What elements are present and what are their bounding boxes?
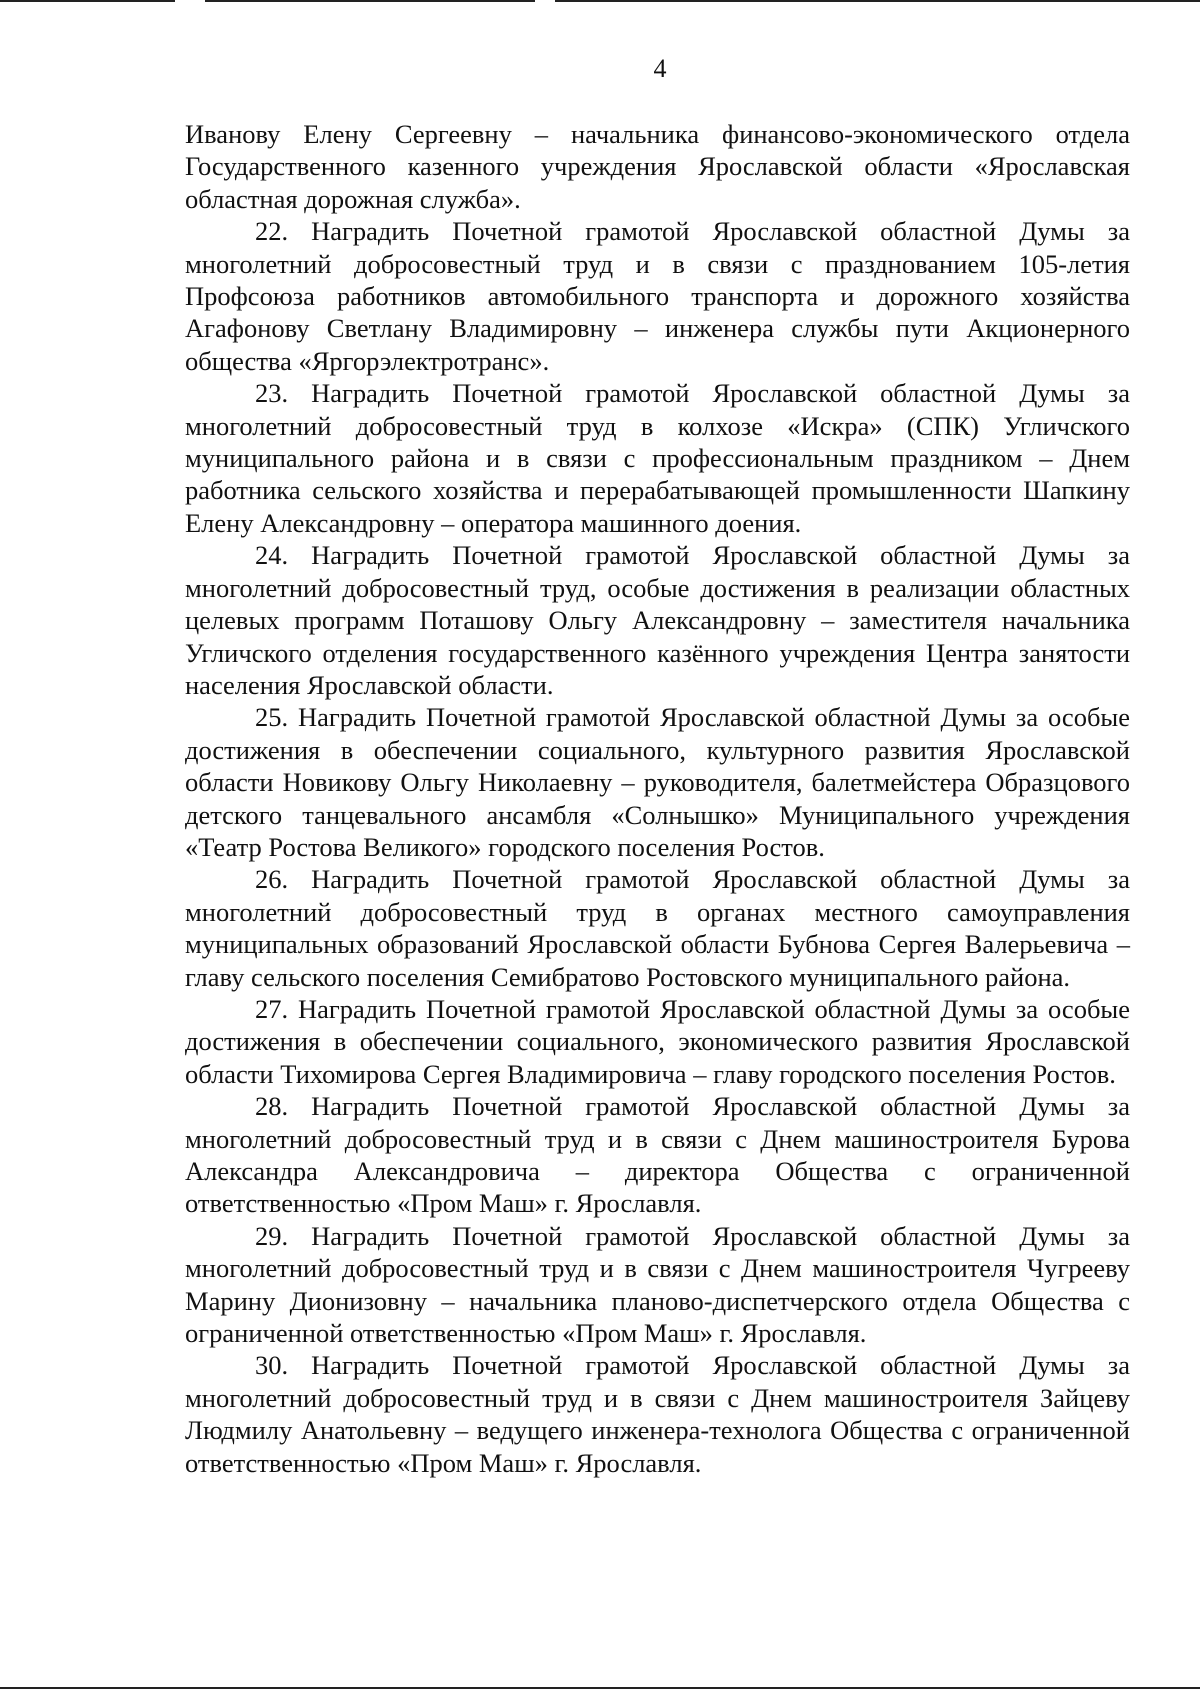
scan-edge-line	[555, 0, 1200, 2]
paragraph-item-29: 29. Наградить Почетной грамотой Ярославской областной Думы за многолетний добросовестный труд и в связи с Днем машиностроителя Чугрееву Марину Дионизовну – начальника планово-диспетчерского отдела Общества с ограниченной ответственностью «Пром Маш» г. Ярославля.	[185, 1220, 1130, 1349]
document-body	[185, 118, 1130, 1479]
paragraph-item-30: 30. Наградить Почетной грамотой Ярославской областной Думы за многолетний добросовестный труд и в связи с Днем машиностроителя Зайцеву Людмилу Анатольевну – ведущего инженера-технолога Общества с ограниченной ответственностью «Пром Маш» г. Ярославля.	[185, 1350, 1130, 1478]
paragraph-continuation: Иванову Елену Сергеевну – начальника финансово-экономического отдела Государственного казенного учреждения Ярославской области «Ярославская областная дорожная служба».	[185, 119, 1130, 214]
paragraph-item-28: 28. Наградить Почетной грамотой Ярославской областной Думы за многолетний добросовестный труд и в связи с Днем машиностроителя Бурова Александра Александровича – директора Общества с ограниченной ответственностью «Пром Маш» г. Ярославля.	[185, 1091, 1130, 1219]
paragraph-item-27: 27. Наградить Почетной грамотой Ярославской областной Думы за особые достижения в обеспечении социального, экономического развития Ярославской области Тихомирова Сергея Владимировича – главу городского поселения Ростов.	[185, 993, 1130, 1089]
paragraph-item-23: 23. Наградить Почетной грамотой Ярославской областной Думы за многолетний добросовестный труд в колхозе «Искра» (СПК) Угличского муниципального района и в связи с профессиональным праздником – Днем работника сельского хозяйства и перерабатывающей промышленности Шапкину Елену Александровну – оператора машинного доения.	[185, 378, 1130, 538]
scan-edge-line	[0, 0, 175, 2]
paragraph-item-26: 26. Наградить Почетной грамотой Ярославской областной Думы за многолетний добросовестный труд в органах местного самоуправления муниципальных образований Ярославской области Бубнова Сергея Валерьевича – главу сельского поселения Семибратово Ростовского муниципального района.	[185, 864, 1130, 992]
paragraph-item-25: 25. Наградить Почетной грамотой Ярославской областной Думы за особые достижения в обеспечении социального, культурного развития Ярославской области Новикову Ольгу Николаевну – руководителя, балетмейстера Образцового детского танцевального ансамбля «Солнышко» Муниципального учреждения «Театр Ростова Великого» городского поселения Ростов.	[185, 702, 1130, 862]
page-number: 4	[653, 54, 667, 83]
scan-edge-line	[205, 0, 535, 2]
paragraph-item-24: 24. Наградить Почетной грамотой Ярославской областной Думы за многолетний добросовестный труд, особые достижения в реализации областных целевых программ Поташову Ольгу Александровну – заместителя начальника Угличского отделения государственного казённого учреждения Центра занятости населения Ярославской области.	[185, 540, 1130, 700]
paragraph-item-22: 22. Наградить Почетной грамотой Ярославской областной Думы за многолетний добросовестный труд и в связи с празднованием 105-летия Профсоюза работников автомобильного транспорта и дорожного хозяйства Агафонову Светлану Владимировну – инженера службы пути Акционерного общества «Яргорэлектротранс».	[185, 216, 1130, 376]
scan-edge-line	[0, 1687, 1200, 1689]
